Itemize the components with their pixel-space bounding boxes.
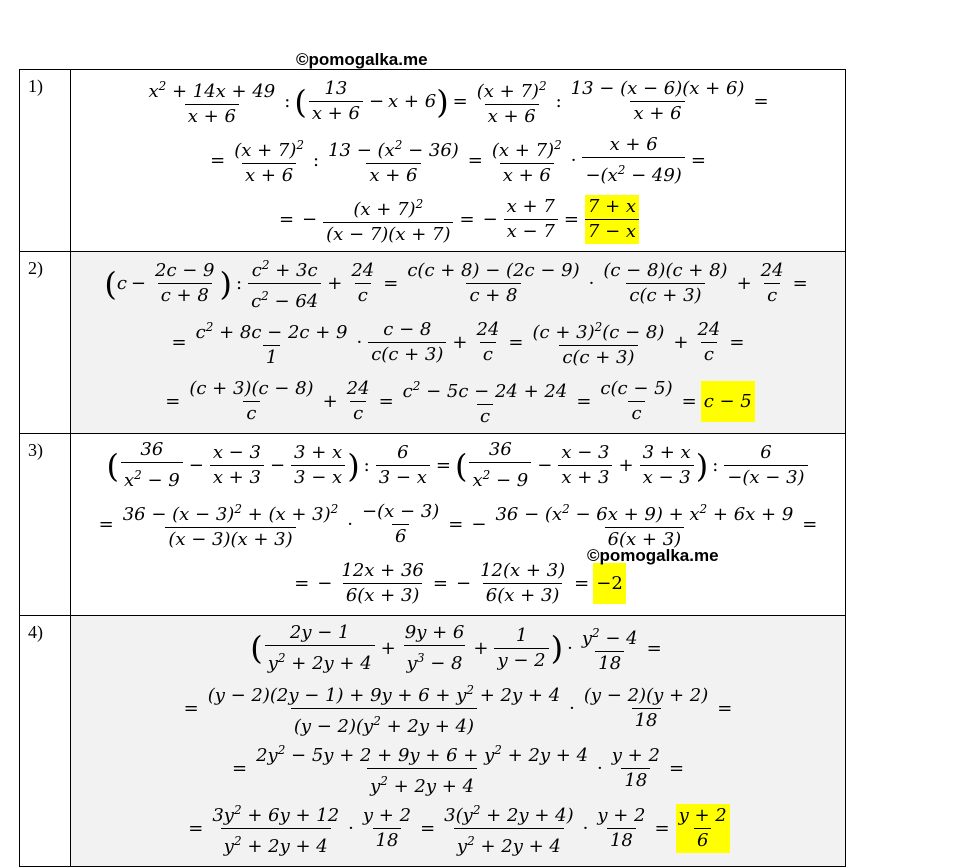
problem-solution xyxy=(71,252,846,434)
problem-row-2 xyxy=(20,252,846,434)
problem-number: 2) xyxy=(20,252,71,434)
problem-number: 1) xyxy=(20,70,71,252)
answer-highlight: c − 5 xyxy=(701,381,755,422)
solution-line: ( c − $\frac{2c - 9}{c + 8}$ ) : $\frac{c^2 + 3c}{c^2 - 64}$ + $\frac{24}{c}$ = $\frac{c(c + 8) - (2c - 9)}{c + 8}$ · $\frac{(c - 8)(c + 8)}{c(c + 3)}$ + $\frac{24}{c}$ = xyxy=(104,258,808,312)
solution-line: = − $\frac{(x + 7)^2}{(x - 7)(x + 7)}$ = − $\frac{x + 7}{x - 7}$ = $\frac{7 + x}{7 - x}$ xyxy=(275,190,641,249)
solutions-table xyxy=(19,69,846,867)
problem-solution xyxy=(71,434,846,616)
solution-line: = $\frac{(x + 7)^2}{x + 6}$ : $\frac{13 - (x^2 - 36)}{x + 6}$ = $\frac{(x + 7)^2}{x + 6}$ · $\frac{x + 6}{-(x^2 - 49)}$ = xyxy=(210,134,706,186)
solution-line: = $\frac{(c + 3)(c - 8)}{c}$ + $\frac{24}{c}$ = $\frac{c^2 - 5c - 24 + 24}{c}$ = $\frac{c(c - 5)}{c}$ = c − 5 xyxy=(161,372,755,431)
answer-highlight: $\frac{y + 2}{6}$ xyxy=(676,804,730,853)
solution-line: $\frac{x^2 + 14x + 49}{x + 6}$ : ( $\frac{13}{x + 6}$ − x + 6 ) = $\frac{(x + 7)^2}{x + 6}$ : $\frac{13 - (x - 6)(x + 6)}{x + 6}$ = xyxy=(148,78,769,127)
solution-line: = $\frac{36 - (x - 3)^2 + (x + 3)^2}{(x - 3)(x + 3)}$ · $\frac{-(x - 3)}{6}$ = − $\frac{36 - (x^2 - 6x + 9) + x^2 + 6x + 9}{6(x + 3)}$ = xyxy=(98,501,818,550)
problem-number: 3) xyxy=(20,434,71,616)
answer-highlight: −2 xyxy=(593,563,626,604)
solution-line: ( $\frac{36}{x^2 - 9}$ − $\frac{x - 3}{x + 3}$ − $\frac{3 + x}{3 - x}$ ) : $\frac{6}{3 - x}$ = ( $\frac{36}{x^2 - 9}$ − $\frac{x - 3}{x + 3}$ + $\frac{3 + x}{x - 3}$ ) : $\frac{6}{-(x - 3)}$ xyxy=(106,436,809,495)
problem-number: 4) xyxy=(20,616,71,867)
solution-line: = $\frac{(y - 2)(2y - 1) + 9y + 6 + y^2 + 2y + 4}{(y - 2)(y^2 + 2y + 4)}$ · $\frac{(y - 2)(y + 2)}{18}$ = xyxy=(183,682,733,737)
problem-row-1 xyxy=(20,70,846,252)
solution-line: = − $\frac{12x + 36}{6(x + 3)}$ = − $\frac{12(x + 3)}{6(x + 3)}$ = −2 xyxy=(290,554,626,613)
solution-line: = $\frac{3y^2 + 6y + 12}{y^2 + 2y + 4}$ · $\frac{y + 2}{18}$ = $\frac{3(y^2 + 2y + 4)}{y^2 + 2y + 4}$ · $\frac{y + 2}{18}$ = $\frac{y + 2}{6}$ xyxy=(184,798,732,858)
watermark: ©pomogalka.me xyxy=(587,546,719,565)
answer-highlight: $\frac{7 + x}{7 - x}$ xyxy=(585,195,639,244)
problem-solution xyxy=(71,616,846,867)
problem-solution xyxy=(71,70,846,252)
solution-line: = $\frac{2y^2 - 5y + 2 + 9y + 6 + y^2 + 2y + 4}{y^2 + 2y + 4}$ · $\frac{y + 2}{18}$ = xyxy=(231,742,685,797)
solution-line: = $\frac{c^2 + 8c - 2c + 9}{1}$ · $\frac{c - 8}{c(c + 3)}$ + $\frac{24}{c}$ = $\frac{(c + 3)^2(c - 8)}{c(c + 3)}$ + $\frac{24}{c}$ = xyxy=(171,319,745,368)
problem-row-4 xyxy=(20,616,846,867)
solution-line: ( $\frac{2y - 1}{y^2 + 2y + 4}$ + $\frac{9y + 6}{y^3 - 8}$ + $\frac{1}{y - 2}$ ) · $\frac{y^2 - 4}{18}$ = xyxy=(250,621,662,674)
problem-row-3 xyxy=(20,434,846,616)
watermark: ©pomogalka.me xyxy=(296,50,428,69)
